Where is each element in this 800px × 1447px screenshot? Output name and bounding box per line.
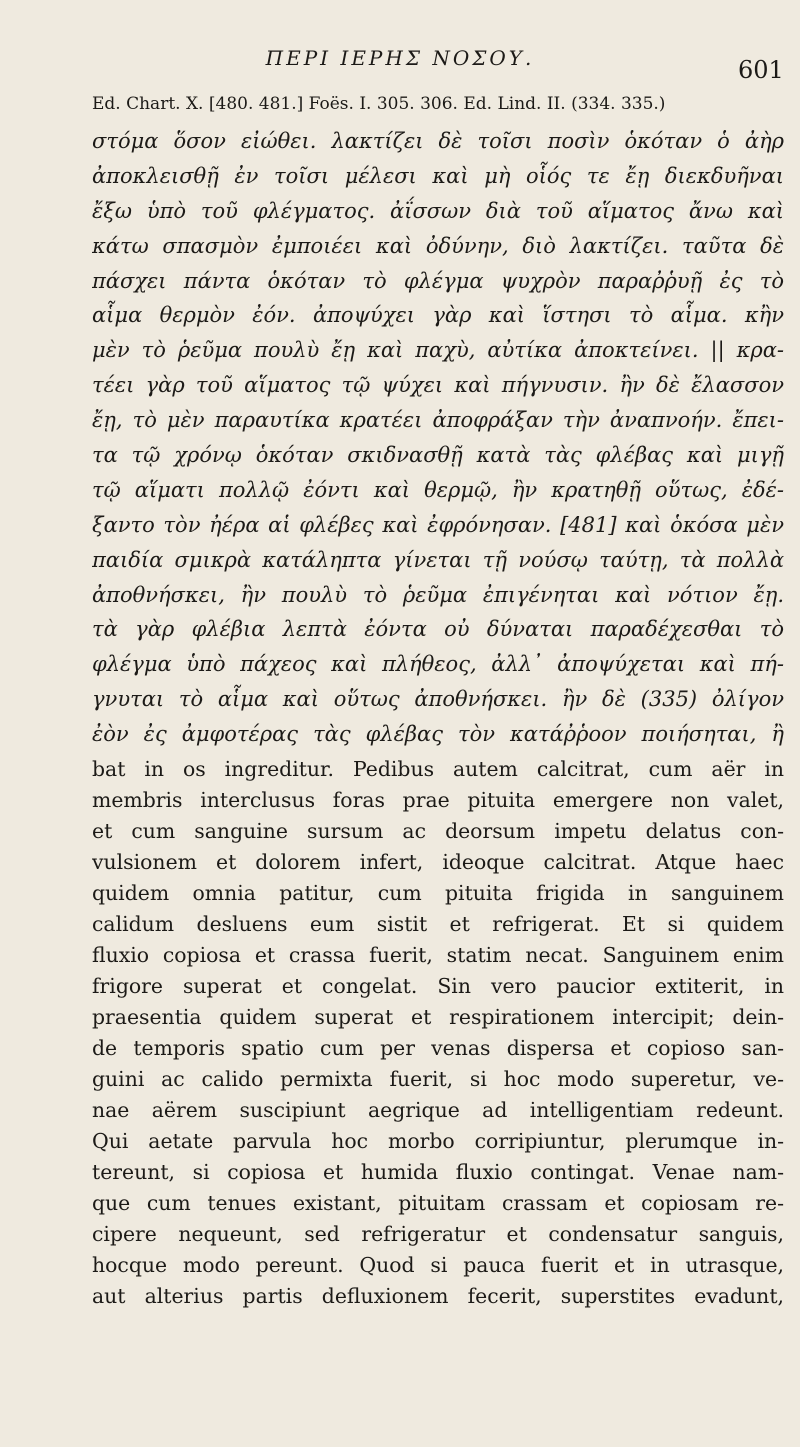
greek-text-line: ἔῃ, τὸ μὲν παραυτίκα κρατέει ἀποφράξαν τὴν ἀναπνοήν. ἔπει- xyxy=(92,408,784,433)
latin-text-line: tereunt, si copiosa et humida fluxio contingat. Venae nam- xyxy=(92,1160,784,1184)
greek-text-line: μὲν τὸ ῥεῦμα πουλὺ ἔῃ καὶ παχὺ, αὐτίκα ἀποκτείνει. || κρα- xyxy=(92,338,784,363)
latin-text-line: aut alterius partis defluxionem fecerit, superstites evadunt, xyxy=(92,1284,784,1308)
greek-text-line: γνυται τὸ αἷμα καὶ οὕτως ἀποθνήσκει. ἢν δὲ (335) ὀλίγον xyxy=(92,687,784,712)
greek-text-line: ἀποθνήσκει, ἢν πουλὺ τὸ ῥεῦμα ἐπιγένηται καὶ νότιον ἔῃ. xyxy=(92,582,784,607)
greek-text-block xyxy=(92,124,784,752)
latin-text-line: praesentia quidem superat et respirationem intercipit; dein- xyxy=(92,1005,784,1029)
latin-text-line: guini ac calido permixta fuerit, si hoc modo superetur, ve- xyxy=(92,1067,784,1091)
latin-text-line: et cum sanguine sursum ac deorsum impetu delatus con- xyxy=(92,819,784,843)
latin-text-line: nae aërem suscipiunt aegrique ad intelligentiam redeunt. xyxy=(92,1098,784,1122)
greek-text-line: τῷ αἵματι πολλῷ ἐόντι καὶ θερμῷ, ἢν κρατηθῇ οὕτως, ἐδέ- xyxy=(92,477,784,502)
greek-text-line: ἐὸν ἐς ἀμφοτέρας τὰς φλέβας τὸν κατάῤῥοον ποιήσηται, ἢ xyxy=(92,722,784,747)
page-number: 601 xyxy=(738,56,784,84)
greek-text-line: κάτω σπασμὸν ἐμποιέει καὶ ὀδύνην, διὸ λακτίζει. ταῦτα δὲ xyxy=(92,233,784,258)
latin-text-line: Qui aetate parvula hoc morbo corripiuntur, plerumque in- xyxy=(92,1129,784,1153)
latin-text-line: cipere nequeunt, sed refrigeratur et condensatur sanguis, xyxy=(92,1222,784,1246)
greek-text-line: ξαντο τὸν ἠέρα αἱ φλέβες καὶ ἐφρόνησαν. [481] καὶ ὁκόσα μὲν xyxy=(92,512,784,537)
latin-text-line: hocque modo pereunt. Quod si pauca fuerit et in utrasque, xyxy=(92,1253,784,1277)
latin-text-line: membris interclusus foras prae pituita emergere non valet, xyxy=(92,788,784,812)
latin-text-line: que cum tenues existant, pituitam crassam et copiosam re- xyxy=(92,1191,784,1215)
latin-text-line: calidum desluens eum sistit et refrigerat. Et si quidem xyxy=(92,912,784,936)
latin-text-line: de temporis spatio cum per venas dispersa et copioso san- xyxy=(92,1036,784,1060)
running-title: ΠΕΡΙ ΙΕΡΗΣ ΝΟΣΟΥ. xyxy=(265,46,535,70)
greek-text-line: τὰ γὰρ φλέβια λεπτὰ ἐόντα οὐ δύναται παραδέχεσθαι τὸ xyxy=(92,617,784,642)
greek-text-line: φλέγμα ὑπὸ πάχεος καὶ πλήθεος, ἀλλ᾽ ἀποψύχεται καὶ πή- xyxy=(92,652,784,677)
edition-references: Ed. Chart. X. [480. 481.] Foës. I. 305. 306. Ed. Lind. II. (334. 335.) xyxy=(92,94,666,114)
greek-text-line: πάσχει πάντα ὁκόταν τὸ φλέγμα ψυχρὸν παραῤῥυῇ ἐς τὸ xyxy=(92,268,784,293)
latin-text-line: frigore superat et congelat. Sin vero paucior extiterit, in xyxy=(92,974,784,998)
greek-text-line: τέει γὰρ τοῦ αἵματος τῷ ψύχει καὶ πήγνυσιν. ἢν δὲ ἔλασσον xyxy=(92,373,784,398)
greek-text-line: τα τῷ χρόνῳ ὁκόταν σκιδνασθῇ κατὰ τὰς φλέβας καὶ μιγῇ xyxy=(92,443,784,468)
latin-text-line: fluxio copiosa et crassa fuerit, statim necat. Sanguinem enim xyxy=(92,943,784,967)
latin-text-block xyxy=(92,754,784,1312)
greek-text-line: αἷμα θερμὸν ἐόν. ἀποψύχει γὰρ καὶ ἵστησι τὸ αἷμα. κἢν xyxy=(92,303,784,328)
latin-text-line: vulsionem et dolorem infert, ideoque calcitrat. Atque haec xyxy=(92,850,784,874)
greek-text-line: στόμα ὅσον εἰώθει. λακτίζει δὲ τοῖσι ποσὶν ὁκόταν ὁ ἀὴρ xyxy=(92,129,784,153)
latin-text-line: bat in os ingreditur. Pedibus autem calcitrat, cum aër in xyxy=(92,757,784,781)
greek-text-line: ἔξω ὑπὸ τοῦ φλέγματος. ἀΐσσων διὰ τοῦ αἵματος ἄνω καὶ xyxy=(92,198,784,223)
greek-text-line: παιδία σμικρὰ κατάληπτα γίνεται τῇ νούσῳ ταύτῃ, τὰ πολλὰ xyxy=(92,547,784,572)
latin-text-line: quidem omnia patitur, cum pituita frigida in sanguinem xyxy=(92,881,784,905)
greek-text-line: ἀποκλεισθῇ ἐν τοῖσι μέλεσι καὶ μὴ οἷός τε ἔῃ διεκδυῆναι xyxy=(92,163,784,188)
